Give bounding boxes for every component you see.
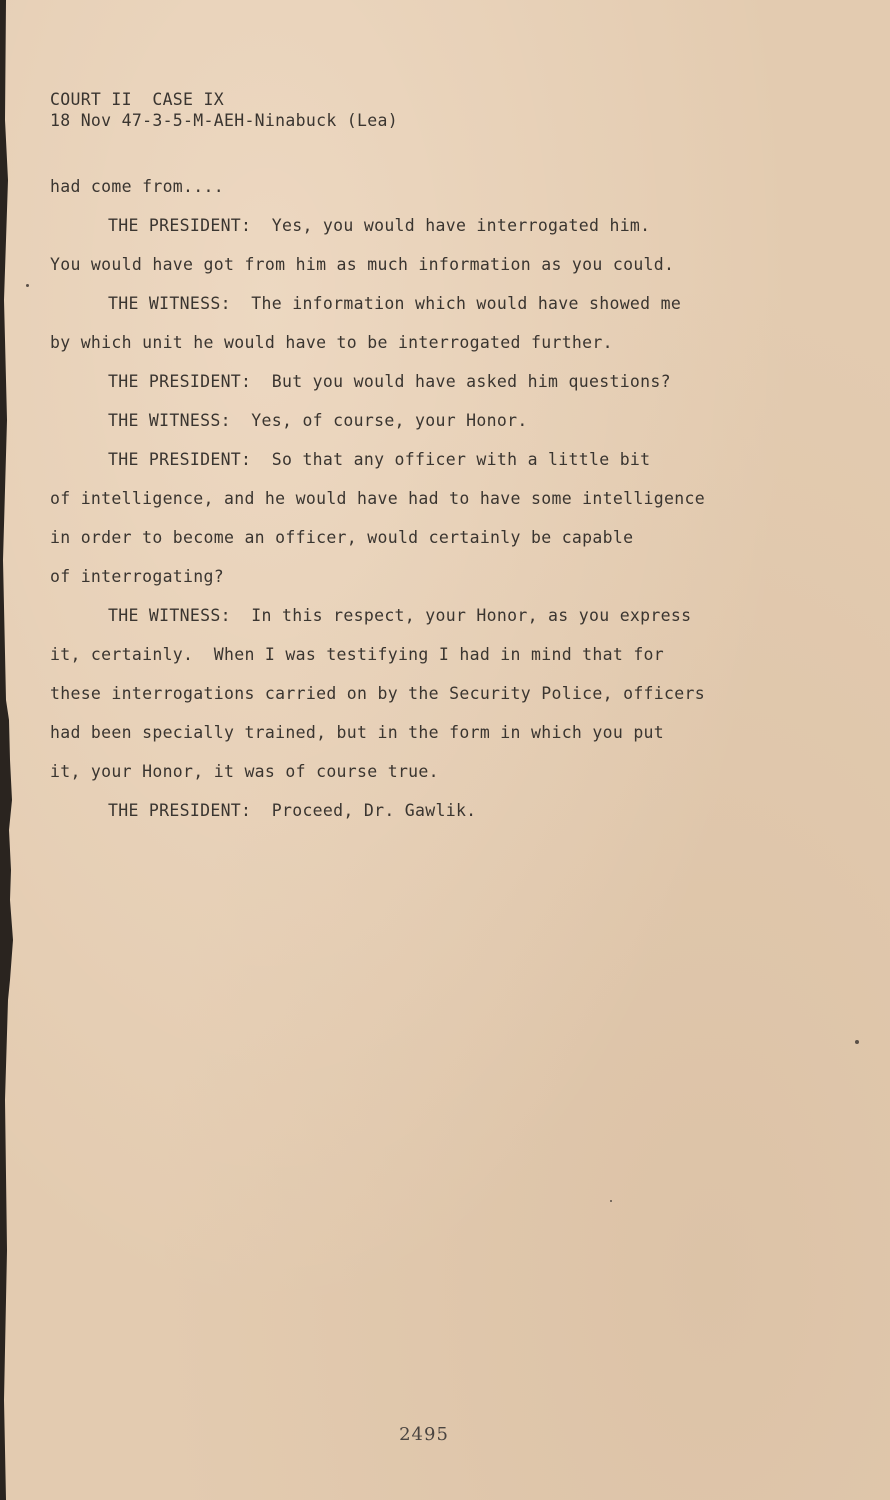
transcript-line: in order to become an officer, would certainly be capable [50, 528, 634, 547]
paper-speck [855, 1040, 859, 1044]
court-case-label: COURT II CASE IX [50, 90, 224, 109]
transcript-line: of interrogating? [50, 567, 224, 586]
transcript-line: THE PRESIDENT: Yes, you would have interrogated him. [108, 216, 651, 235]
paper-speck [26, 284, 29, 287]
transcript-body [50, 167, 810, 830]
transcript-line: had been specially trained, but in the form in which you put [50, 723, 665, 742]
transcript-line: THE WITNESS: In this respect, your Honor, as you express [108, 606, 692, 625]
paper-speck [610, 1200, 612, 1202]
transcript-line: THE WITNESS: The information which would have showed me [108, 294, 682, 313]
transcript-line: THE PRESIDENT: But you would have asked him questions? [108, 372, 671, 391]
transcript-line: of intelligence, and he would have had to have some intelligence [50, 489, 705, 508]
torn-left-edge [0, 0, 14, 1500]
case-header [50, 89, 398, 131]
transcript-line: by which unit he would have to be interrogated further. [50, 333, 613, 352]
transcript-line: THE PRESIDENT: So that any officer with a little bit [108, 450, 651, 469]
transcript-line: had come from.... [50, 177, 224, 196]
transcript-line: these interrogations carried on by the Security Police, officers [50, 684, 705, 703]
page-number: 2495 [399, 1424, 449, 1445]
transcript-line: THE PRESIDENT: Proceed, Dr. Gawlik. [108, 801, 477, 820]
transcript-line: You would have got from him as much information as you could. [50, 255, 675, 274]
transcript-line: it, your Honor, it was of course true. [50, 762, 439, 781]
transcript-line: it, certainly. When I was testifying I had in mind that for [50, 645, 665, 664]
transcript-line: THE WITNESS: Yes, of course, your Honor. [108, 411, 528, 430]
session-reference: 18 Nov 47-3-5-M-AEH-Ninabuck (Lea) [50, 111, 398, 130]
